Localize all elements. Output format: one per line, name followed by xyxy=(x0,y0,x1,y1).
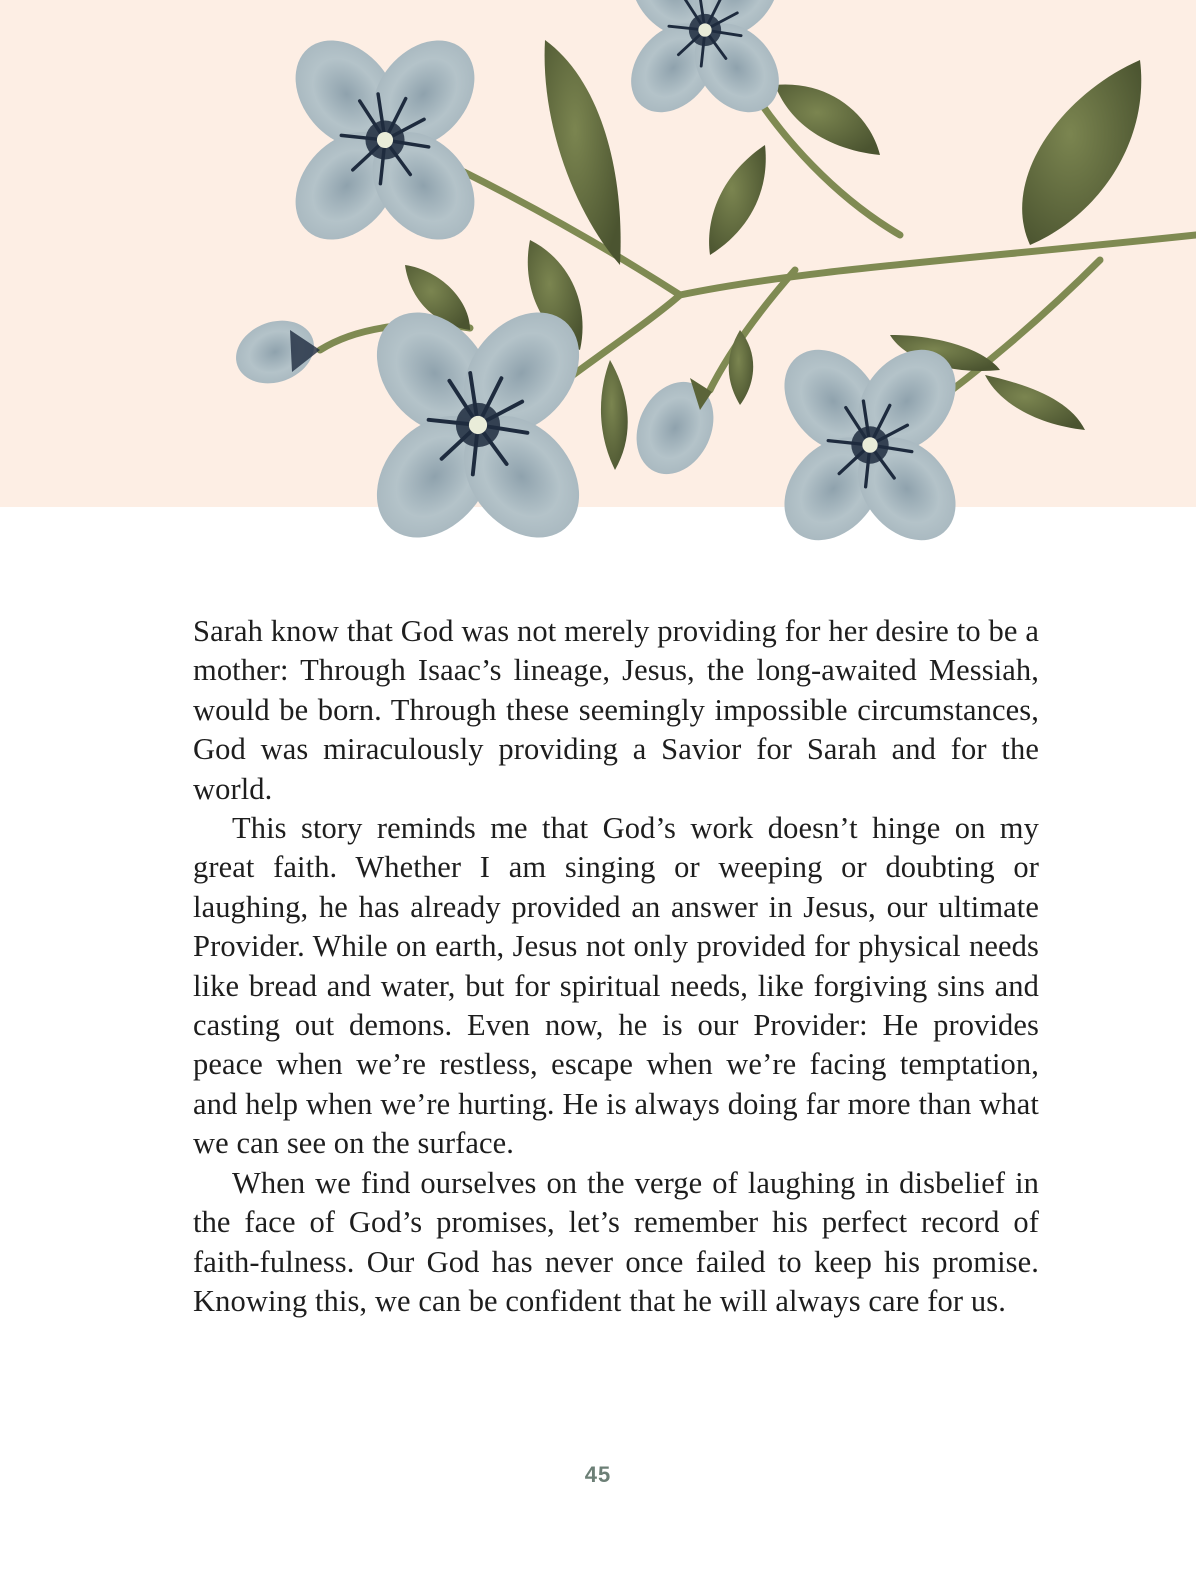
page-number: 45 xyxy=(584,1462,612,1487)
body-paragraph: When we find ourselves on the verge of laughing in disbelief in the face of God’s promises, let’s remember his perfect record of faith-fulness. Our God has never once failed to keep his promise. Knowing this, we can be confident that he will always care for us. xyxy=(193,1165,1039,1318)
body-text xyxy=(193,612,1039,1321)
body-paragraph: This story reminds me that God’s work doesn’t hinge on my great faith. Whether I am singing or weeping or doubting or laughing, he has already provided an answer in Jesus, our ultimate Provider. While on earth, Jesus not only provided for physical needs like bread and water, but for spiritual needs, like forgiving sins and casting out demons. Even now, he is our Provider: He provides peace when we’re restless, escape when we’re facing temptation, and help when we’re hurting. He is always doing far more than what we can see on the surface. xyxy=(193,811,1039,1161)
flowering-branch-illustration xyxy=(0,0,1196,580)
body-paragraph: Sarah know that God was not merely providing for her desire to be a mother: Through Isaac’s lineage, Jesus, the long-awaited Messiah, would be born. Through these seemingly impossible circumstances, God was miraculously providing a Savior for Sarah and for the world. xyxy=(193,614,1039,806)
